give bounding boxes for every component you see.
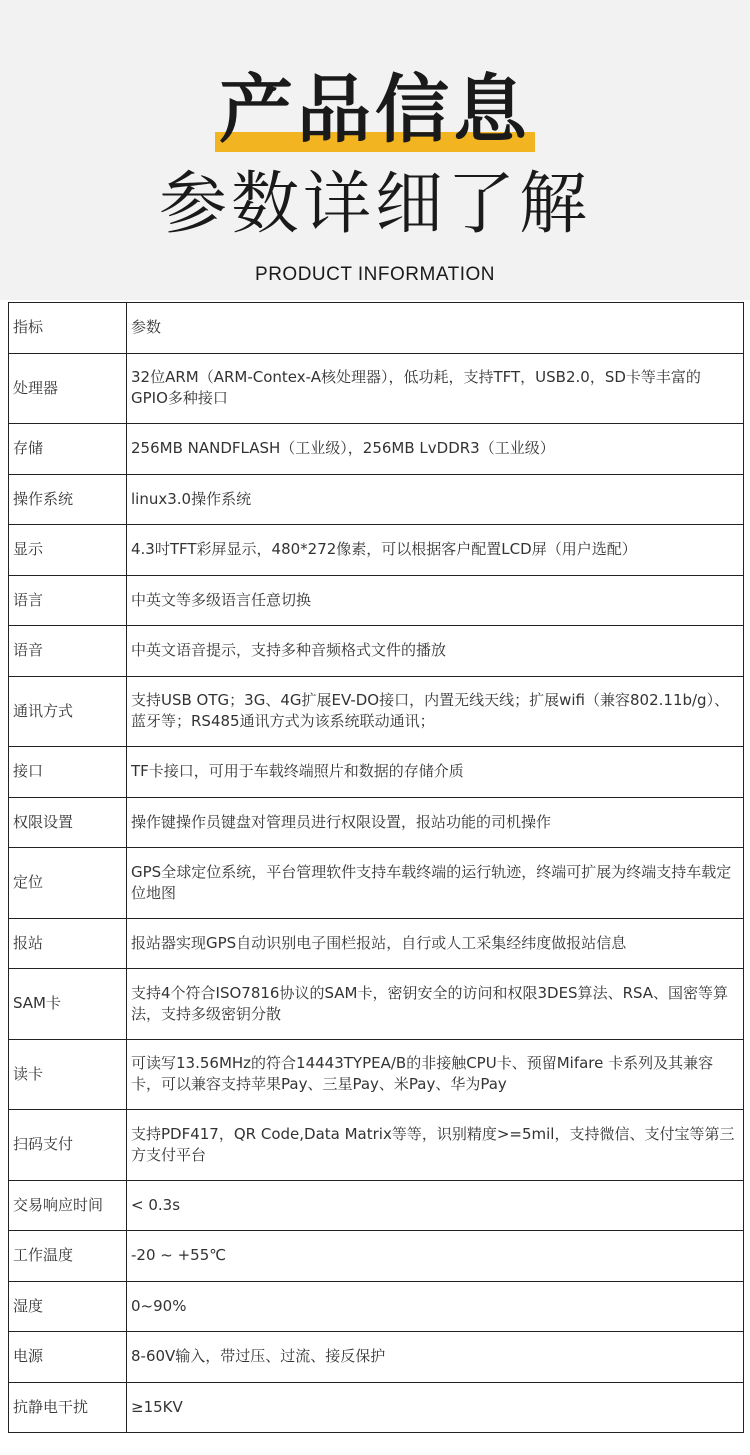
- table-row: [9, 1110, 744, 1181]
- row-value: -20 ~ +55℃: [127, 1231, 744, 1282]
- table-row: [9, 676, 744, 747]
- table-row: [9, 575, 744, 626]
- table-row: [9, 1382, 744, 1433]
- row-value: 操作键操作员键盘对管理员进行权限设置，报站功能的司机操作: [127, 797, 744, 848]
- header-key-cell: 指标: [9, 303, 127, 354]
- row-value: 支持4个符合ISO7816协议的SAM卡，密钥安全的访问和权限3DES算法、RSA、国密等算法，支持多级密钥分散: [127, 969, 744, 1040]
- row-key: 电源: [9, 1332, 127, 1383]
- row-key: 抗静电干扰: [9, 1382, 127, 1433]
- row-value: 4.3吋TFT彩屏显示，480*272像素，可以根据客户配置LCD屏（用户选配）: [127, 525, 744, 576]
- table-row: [9, 1039, 744, 1110]
- title-wrap: [0, 68, 750, 152]
- row-value: 报站器实现GPS自动识别电子围栏报站，自行或人工采集经纬度做报站信息: [127, 918, 744, 969]
- row-key: 操作系统: [9, 474, 127, 525]
- table-row: [9, 626, 744, 677]
- row-value: < 0.3s: [127, 1180, 744, 1231]
- row-value: 支持PDF417，QR Code,Data Matrix等等，识别精度>=5mil，支持微信、支付宝等第三方支付平台: [127, 1110, 744, 1181]
- page-title: [217, 68, 533, 152]
- english-title: PRODUCT INFORMATION: [255, 264, 495, 285]
- row-key: 语音: [9, 626, 127, 677]
- row-key: 语言: [9, 575, 127, 626]
- row-key: 湿度: [9, 1281, 127, 1332]
- row-key: 权限设置: [9, 797, 127, 848]
- row-key: 接口: [9, 747, 127, 798]
- row-value: TF卡接口，可用于车载终端照片和数据的存储介质: [127, 747, 744, 798]
- table-row: [9, 525, 744, 576]
- table-row: [9, 474, 744, 525]
- table-row: [9, 848, 744, 919]
- table-row: [9, 969, 744, 1040]
- table-row: [9, 353, 744, 424]
- table-header-row: [9, 303, 744, 354]
- row-key: 显示: [9, 525, 127, 576]
- row-key: 读卡: [9, 1039, 127, 1110]
- row-key: 扫码支付: [9, 1110, 127, 1181]
- row-key: 报站: [9, 918, 127, 969]
- header-value-cell: 参数: [127, 303, 744, 354]
- table-row: [9, 424, 744, 475]
- row-value: 中英文等多级语言任意切换: [127, 575, 744, 626]
- row-value: 0~90%: [127, 1281, 744, 1332]
- row-key: 定位: [9, 848, 127, 919]
- table-row: [9, 1332, 744, 1383]
- table-row: [9, 1281, 744, 1332]
- spec-table: [8, 302, 744, 1433]
- table-row: [9, 1180, 744, 1231]
- row-key: SAM卡: [9, 969, 127, 1040]
- row-key: 处理器: [9, 353, 127, 424]
- page-header: [0, 0, 750, 300]
- row-value: GPS全球定位系统，平台管理软件支持车载终端的运行轨迹，终端可扩展为终端支持车载定位地图: [127, 848, 744, 919]
- row-key: 交易响应时间: [9, 1180, 127, 1231]
- row-value: 8-60V输入，带过压、过流、接反保护: [127, 1332, 744, 1383]
- table-row: [9, 797, 744, 848]
- row-value: 256MB NANDFLASH（工业级），256MB LvDDR3（工业级）: [127, 424, 744, 475]
- row-value: 支持USB OTG；3G、4G扩展EV-DO接口，内置无线天线；扩展wifi（兼容802.11b/g）、蓝牙等；RS485通讯方式为该系统联动通讯；: [127, 676, 744, 747]
- row-value: 可读写13.56MHz的符合14443TYPEA/B的非接触CPU卡、预留Mifare 卡系列及其兼容卡，可以兼容支持苹果Pay、三星Pay、米Pay、华为Pay: [127, 1039, 744, 1110]
- row-value: 中英文语音提示，支持多种音频格式文件的播放: [127, 626, 744, 677]
- table-row: [9, 1231, 744, 1282]
- row-key: 通讯方式: [9, 676, 127, 747]
- page-title-text: 产品信息: [219, 67, 531, 153]
- row-value: linux3.0操作系统: [127, 474, 744, 525]
- table-row: [9, 918, 744, 969]
- row-key: 工作温度: [9, 1231, 127, 1282]
- row-value: ≥15KV: [127, 1382, 744, 1433]
- row-key: 存储: [9, 424, 127, 475]
- page-subtitle: 参数详细了解: [158, 165, 591, 244]
- table-row: [9, 747, 744, 798]
- row-value: 32位ARM（ARM-Contex-A核处理器），低功耗，支持TFT，USB2.0，SD卡等丰富的 GPIO多种接口: [127, 353, 744, 424]
